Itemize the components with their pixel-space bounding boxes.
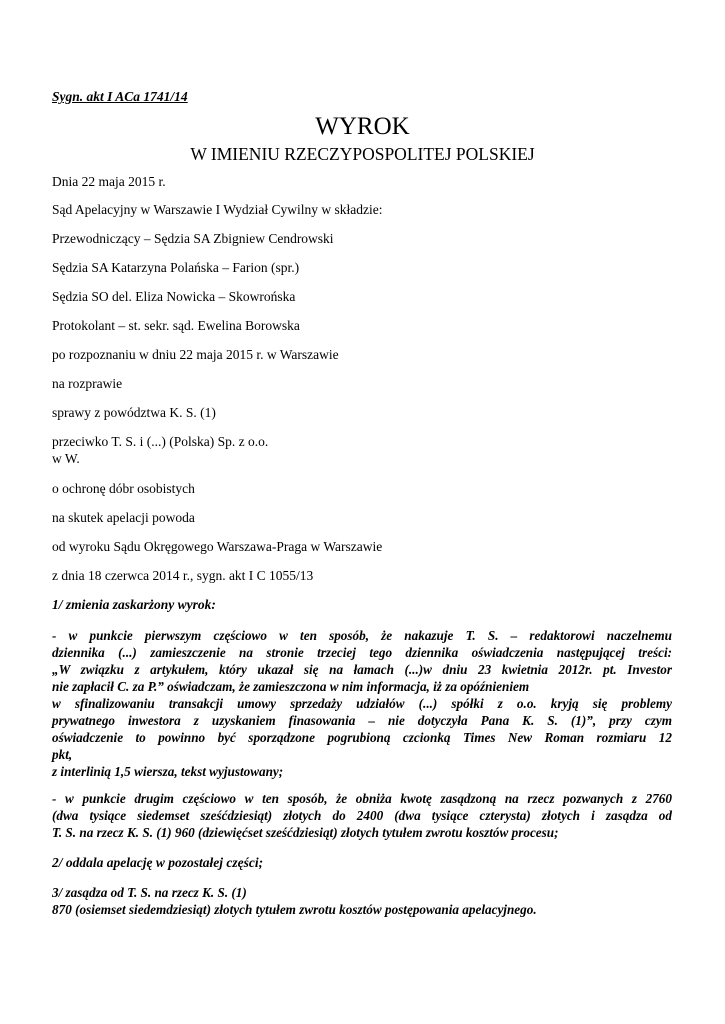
paragraph-line: - w punkcie pierwszym częściowo w ten sposób, że nakazuje T. S. – redaktorowi naczelnemu: [52, 628, 672, 643]
paragraph-line: w sfinalizowaniu transakcji umowy sprzedaży udziałów (...) spółki z o.o. kryją się problemy: [52, 696, 672, 711]
subject-line: o ochronę dóbr osobistych: [52, 481, 195, 496]
paragraph-line: - w punkcie drugim częściowo w ten sposób, że obniża kwotę zasądzoną na rzecz pozwanych z 2760: [52, 791, 672, 806]
judgment-date-line: z dnia 18 czerwca 2014 r., sygn. akt I C 1055/13: [52, 568, 314, 583]
session-line: na rozprawie: [52, 376, 123, 391]
court-clerk: Protokolant – st. sekr. sąd. Ewelina Borowska: [52, 318, 300, 333]
paragraph-line: 3/ zasądza od T. S. na rzecz K. S. (1): [52, 885, 247, 900]
paragraph-line: dziennika (...) zamieszczenie na stronie trzeciej tego dziennika oświadczenia następującej treści:: [52, 645, 672, 660]
date-line: Dnia 22 maja 2015 r.: [52, 174, 166, 189]
paragraph-line: nie zapłacił C. za P.” oświadczam, że zamieszczona w nim informacja, iż za opóźnieniem: [52, 679, 530, 694]
paragraph-line: (dwa tysiące siedemset sześćdziesiąt) złotych do 2400 (dwa tysiące czterysta) złotych i zasądza od: [52, 808, 672, 823]
document-title: WYROK: [315, 113, 410, 140]
document-subtitle: W IMIENIU RZECZYPOSPOLITEJ POLSKIEJ: [190, 144, 535, 164]
court-line: Sąd Apelacyjny w Warszawie I Wydział Cywilny w składzie:: [52, 202, 383, 217]
judge-1: Sędzia SA Katarzyna Polańska – Farion (spr.): [52, 260, 300, 275]
lower-court-line: od wyroku Sądu Okręgowego Warszawa-Praga w Warszawie: [52, 539, 383, 554]
paragraph-line: z interlinią 1,5 wiersza, tekst wyjustowany;: [52, 764, 284, 779]
paragraph-line: „W związku z artykułem, który ukazał się na łamach (...)w dniu 23 kwietnia 2012r. pt. Investor: [52, 662, 672, 677]
paragraph-line: 870 (osiemset siedemdziesiąt) złotych tytułem zwrotu kosztów postępowania apelacyjnego.: [52, 902, 537, 917]
against-line: przeciwko T. S. i (...) (Polska) Sp. z o.o.: [52, 434, 269, 449]
paragraph-line: T. S. na rzecz K. S. (1) 960 (dziewięćset sześćdziesiąt) złotych tytułem zwrotu kosztów procesu;: [52, 825, 559, 840]
case-line: sprawy z powództwa K. S. (1): [52, 405, 216, 420]
case-reference: Sygn. akt I ACa 1741/14: [52, 89, 188, 104]
judge-2: Sędzia SO del. Eliza Nowicka – Skowrońska: [52, 289, 296, 304]
item-1-heading: 1/ zmienia zaskarżony wyrok:: [52, 597, 216, 612]
item-1-point-1: [52, 627, 672, 780]
appeal-line: na skutek apelacji powoda: [52, 510, 195, 525]
paragraph-line: pkt,: [52, 747, 73, 762]
item-1-point-2: [52, 790, 672, 841]
paragraph-line: oświadczenie to powinno być sporządzone pogrubioną czcionką Times New Roman rozmiaru 12: [52, 730, 672, 745]
presiding-judge: Przewodniczący – Sędzia SA Zbigniew Cendrowski: [52, 231, 334, 246]
hearing-line: po rozpoznaniu w dniu 22 maja 2015 r. w Warszawie: [52, 347, 339, 362]
item-2: 2/ oddala apelację w pozostałej części;: [52, 855, 264, 870]
paragraph-line: prywatnego inwestora z uzyskaniem finasowania – nie dotyczyła Pana K. S. (1)”, przy czym: [52, 713, 672, 728]
item-3: [52, 884, 672, 918]
against-location: w W.: [52, 451, 80, 466]
